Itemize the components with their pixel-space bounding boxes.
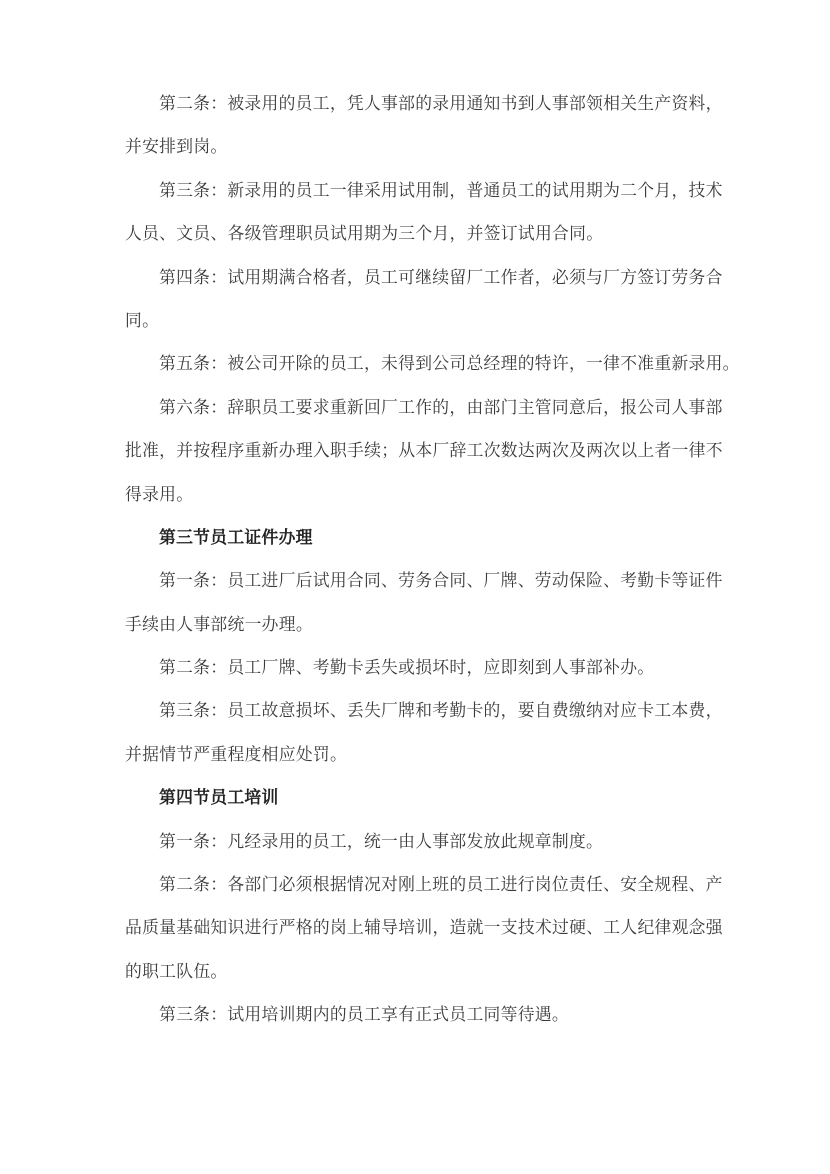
paragraph <box>125 993 715 1036</box>
text-line: 第四节员工培训 <box>159 787 279 808</box>
text-line: 第一条：员工进厂后试用合同、劳务合同、厂牌、劳动保险、考勤卡等证件 <box>159 570 723 591</box>
text-line: 第四条：试用期满合格者，员工可继续留厂工作者，必须与厂方签订劳务合 <box>159 266 723 287</box>
paragraph <box>125 386 723 516</box>
text-line: 第三节员工证件办理 <box>159 526 313 547</box>
text-line: 的职工队伍。 <box>125 960 228 981</box>
text-line: 得录用。 <box>125 483 194 504</box>
section-heading <box>125 516 715 559</box>
text-line: 第二条：员工厂牌、考勤卡丢失或损坏时，应即刻到人事部补办。 <box>159 657 655 678</box>
text-line: 批准，并按程序重新办理入职手续；从本厂辞工次数达两次及两次以上者一律不 <box>125 440 723 461</box>
paragraph <box>125 559 723 646</box>
text-line: 同。 <box>125 309 160 330</box>
paragraph <box>125 82 723 169</box>
paragraph <box>125 689 723 776</box>
text-line: 第五条：被公司开除的员工，未得到公司总经理的特许，一律不准重新录用。 <box>159 353 740 374</box>
text-line: 并安排到岗。 <box>125 136 228 157</box>
text-line: 品质量基础知识进行严格的岗上辅导培训，造就一支技术过硬、工人纪律观念强 <box>125 917 723 938</box>
paragraph <box>125 820 715 863</box>
paragraph <box>125 169 723 256</box>
text-line: 第一条：凡经录用的员工，统一由人事部发放此规章制度。 <box>159 830 604 851</box>
text-line: 第三条：新录用的员工一律采用试用制，普通员工的试用期为二个月，技术 <box>159 179 723 200</box>
text-line: 第三条：试用培训期内的员工享有正式员工同等待遇。 <box>159 1004 569 1025</box>
paragraph <box>125 342 740 385</box>
document-body <box>125 82 740 1037</box>
paragraph <box>125 863 723 993</box>
text-line: 手续由人事部统一办理。 <box>125 613 313 634</box>
paragraph <box>125 256 723 343</box>
text-line: 并据情节严重程度相应处罚。 <box>125 743 348 764</box>
text-line: 人员、文员、各级管理职员试用期为三个月，并签订试用合同。 <box>125 223 604 244</box>
text-line: 第二条：被录用的员工，凭人事部的录用通知书到人事部领相关生产资料， <box>159 93 723 113</box>
text-line: 第二条：各部门必须根据情况对刚上班的员工进行岗位责任、安全规程、产 <box>159 874 723 895</box>
text-line: 第三条：员工故意损坏、丢失厂牌和考勤卡的，要自费缴纳对应卡工本费， <box>159 700 723 721</box>
paragraph <box>125 646 715 689</box>
text-line: 第六条：辞职员工要求重新回厂工作的，由部门主管同意后，报公司人事部 <box>159 396 723 417</box>
section-heading <box>125 776 715 819</box>
